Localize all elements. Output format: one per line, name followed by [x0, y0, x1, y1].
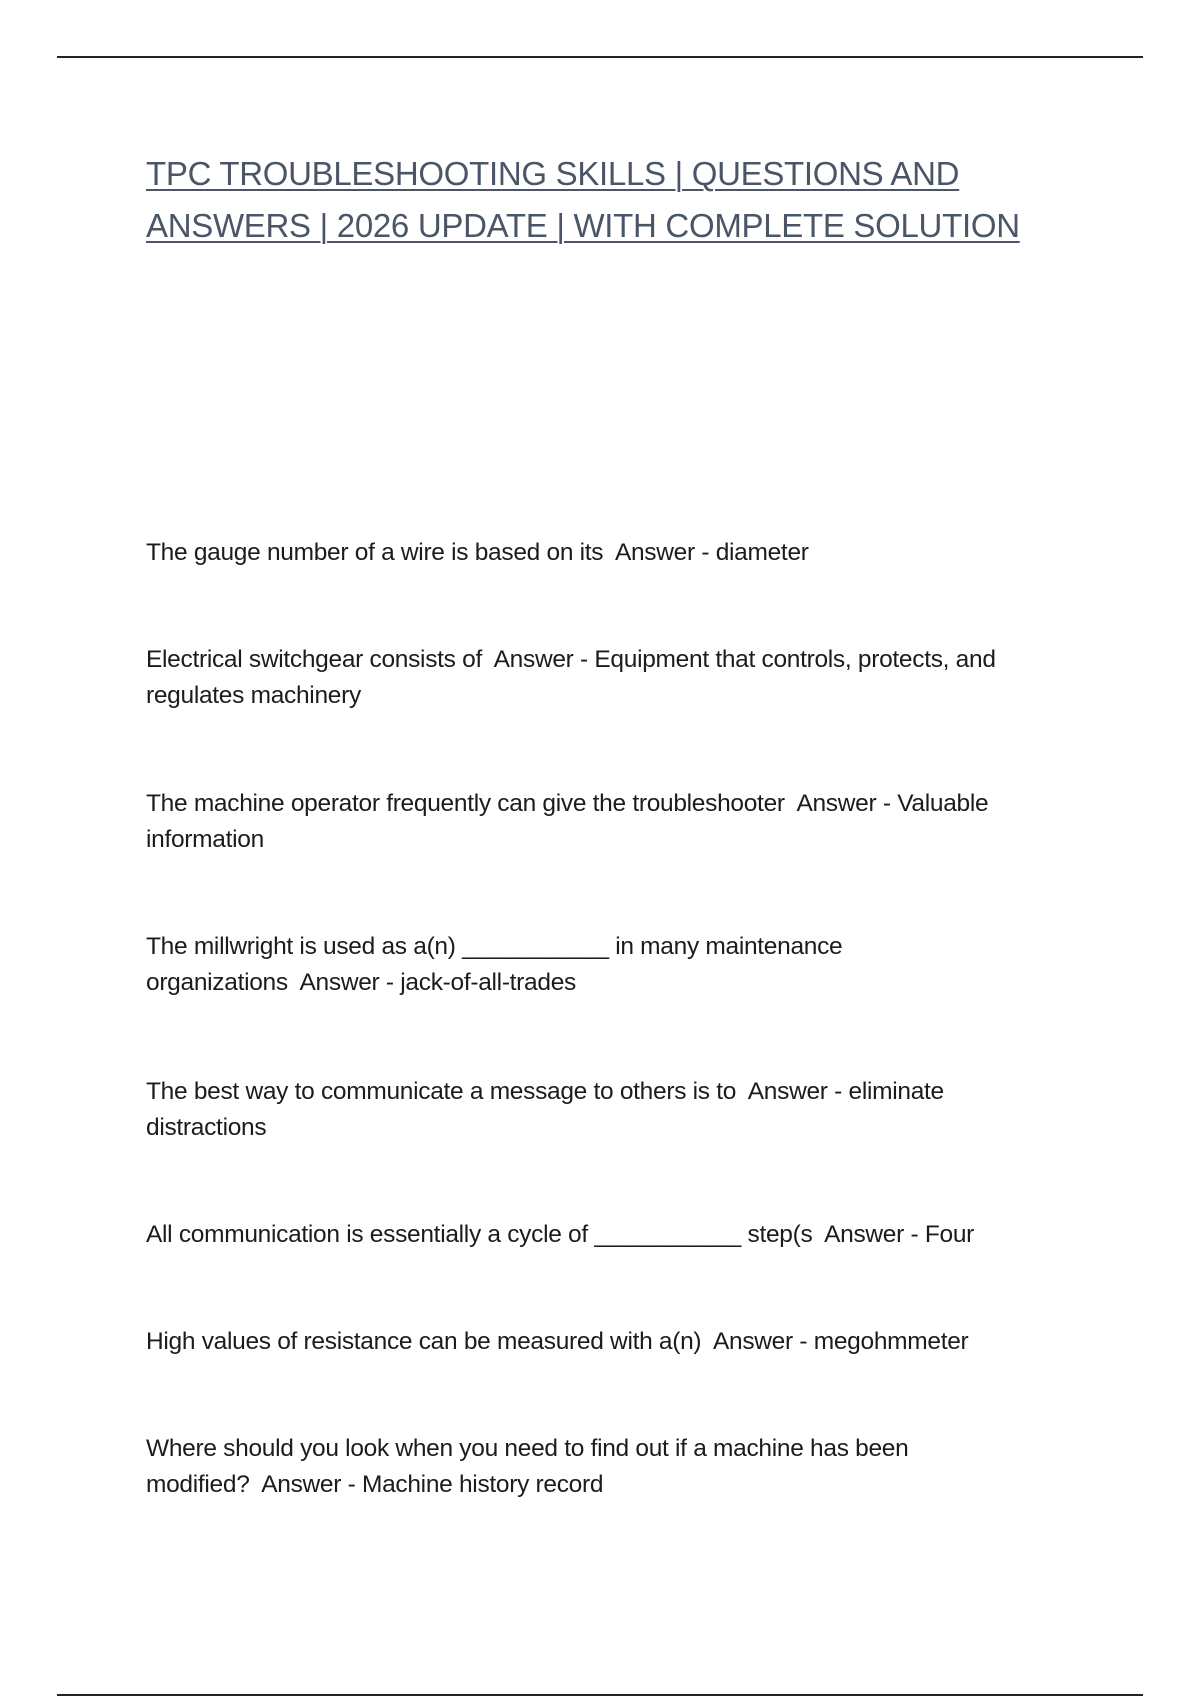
- question-text: The millwright is used as a(n) ___________ in many maintenance organizations: [146, 933, 843, 996]
- question-text: All communication is essentially a cycle of ___________ step(s: [146, 1221, 813, 1248]
- qa-item-2: [146, 642, 1046, 714]
- question-text: High values of resistance can be measured with a(n): [146, 1328, 702, 1355]
- question-text: The best way to communicate a message to others is to: [146, 1078, 737, 1105]
- header-rule: [57, 56, 1143, 58]
- footer-rule: [57, 1694, 1143, 1696]
- qa-item-4: [146, 929, 1046, 1001]
- question-text: Where should you look when you need to find out if a machine has been modified?: [146, 1435, 909, 1498]
- qa-item-6: [146, 1217, 1046, 1253]
- question-text: The gauge number of a wire is based on its: [146, 539, 604, 566]
- question-text: The machine operator frequently can give the troubleshooter: [146, 790, 785, 817]
- qa-item-7: [146, 1324, 1046, 1360]
- answer-text: Answer - diameter: [614, 539, 809, 566]
- qa-item-5: [146, 1074, 1046, 1146]
- question-text: Electrical switchgear consists of: [146, 646, 482, 673]
- document-title: TPC TROUBLESHOOTING SKILLS | QUESTIONS AND ANSWERS | 2026 UPDATE | WITH COMPLETE SOLUTION: [146, 155, 1020, 244]
- qa-item-3: [146, 786, 1046, 858]
- answer-text: Answer - Equipment that controls, protects, and regulates machinery: [146, 646, 996, 709]
- answer-text: Answer - eliminate distractions: [146, 1078, 944, 1141]
- answer-text: Answer - megohmmeter: [712, 1328, 969, 1355]
- qa-item-8: [146, 1431, 1046, 1503]
- answer-text: Answer - Valuable information: [146, 790, 989, 853]
- answer-text: Answer - jack-of-all-trades: [299, 969, 576, 996]
- answer-text: Answer - Machine history record: [261, 1471, 604, 1498]
- answer-text: Answer - Four: [824, 1221, 975, 1248]
- qa-item-1: [146, 535, 1046, 571]
